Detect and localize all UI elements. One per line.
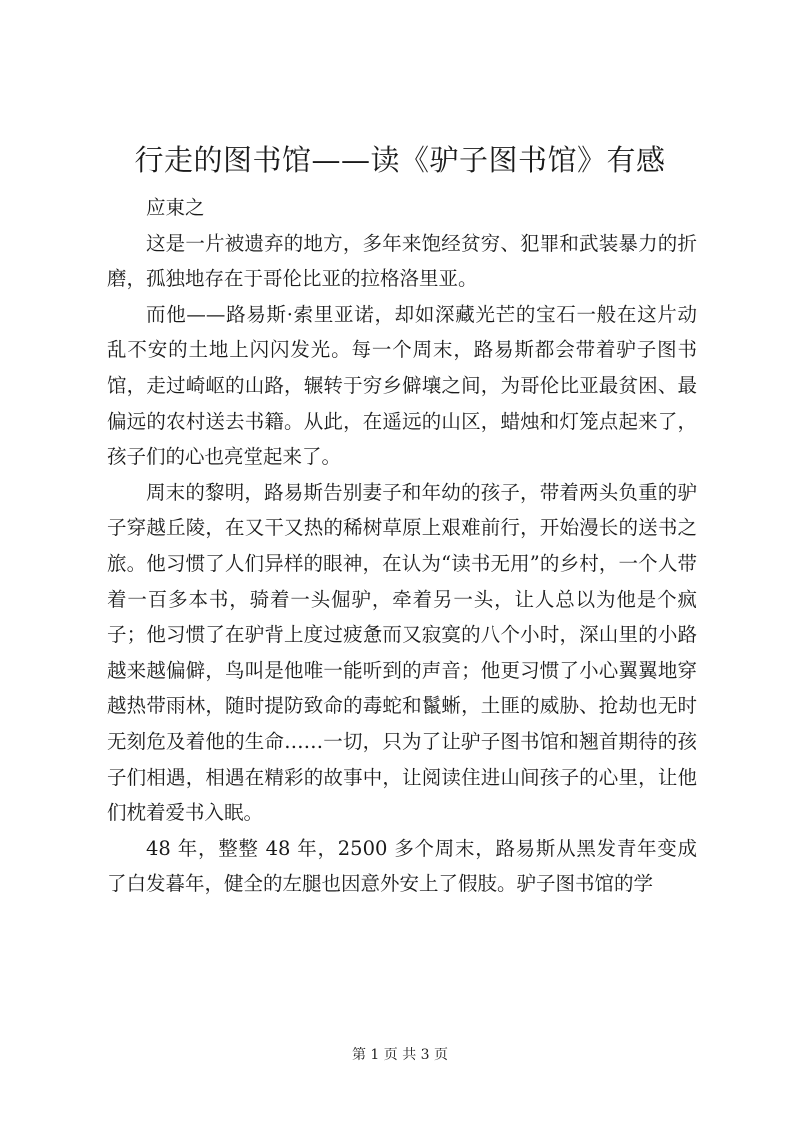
paragraph-1: 这是一片被遗弃的地方，多年来饱经贫穷、犯罪和武装暴力的折磨，孤独地存在于哥伦比亚的拉格洛里亚。 <box>107 231 697 291</box>
paragraph-4: 48 年，整整 48 年，2500 多个周末，路易斯从黑发青年变成了白发暮年，健全的左腿也因意外安上了假肢。驴子图书馆的学 <box>107 836 697 896</box>
paragraph-2: 而他——路易斯·索里亚诺，却如深藏光芒的宝石一般在这片动乱不安的土地上闪闪发光。每一个周末，路易斯都会带着驴子图书馆，走过崎岖的山路，辗转于穷乡僻壤之间，为哥伦比亚最贫困、最偏远的农村送去书籍。从此，在遥远的山区，蜡烛和灯笼点起来了，孩子们的心也亮堂起来了。 <box>107 302 697 469</box>
page-footer: 第 1 页 共 3 页 <box>351 1047 449 1063</box>
paragraph-3: 周末的黎明，路易斯告别妻子和年幼的孩子，带着两头负重的驴子穿越丘陵，在又干又热的稀树草原上艰难前行，开始漫长的送书之旅。他习惯了人们异样的眼神，在认为“读书无用”的乡村，一个人带着一百多本书，骑着一头倔驴，牵着另一头，让人总以为他是个疯子；他习惯了在驴背上度过疲惫而又寂寞的八个小时，深山里的小路越来越偏僻，鸟叫是他唯一能听到的声音；他更习惯了小心翼翼地穿越热带雨林，随时提防致命的毒蛇和鬣蜥，土匪的威胁、抢劫也无时无刻危及着他的生命……一切，只为了让驴子图书馆和翘首期待的孩子们相遇，相遇在精彩的故事中，让阅读住进山间孩子的心里，让他们枕着爱书入眠。 <box>107 480 697 825</box>
document-body <box>107 190 697 902</box>
author-name: 应東之 <box>146 196 205 219</box>
document-title: 行走的图书馆——读《驴子图书馆》有感 <box>134 143 666 177</box>
